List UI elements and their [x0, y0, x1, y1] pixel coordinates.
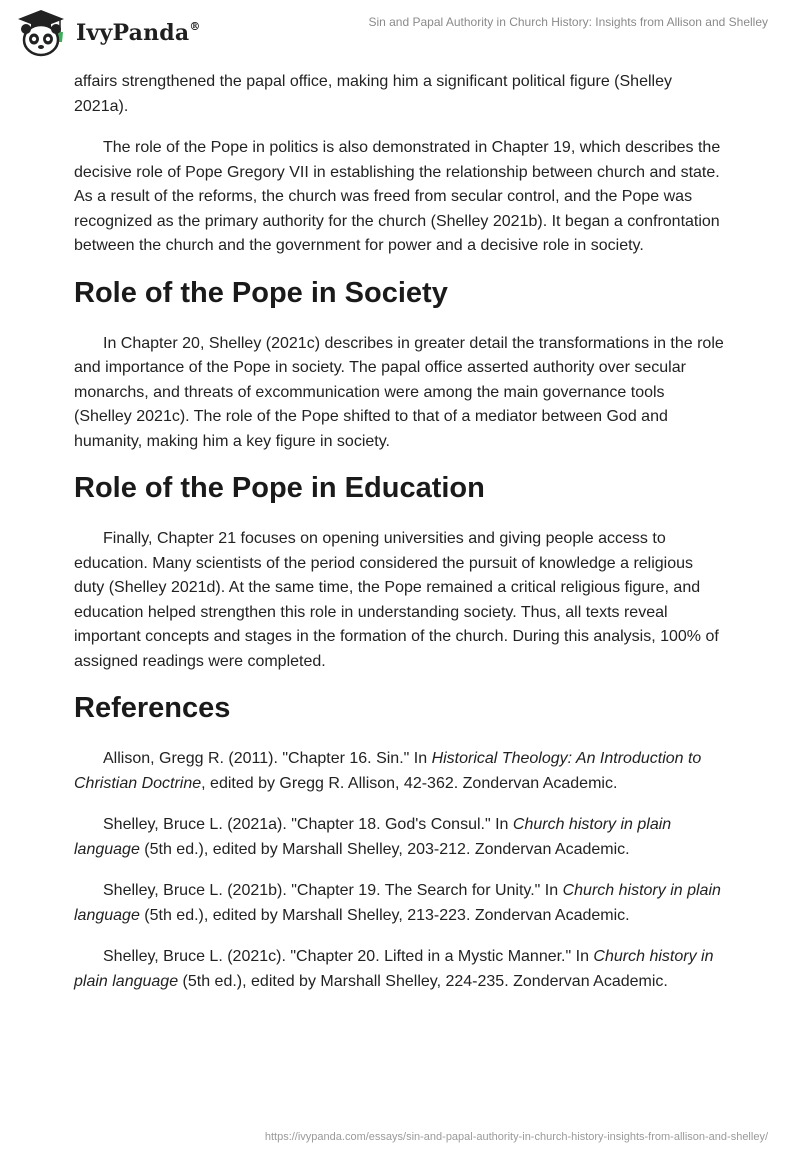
panda-graduate-icon[interactable]: [14, 8, 68, 58]
heading-references: References: [74, 692, 231, 724]
reference-item: Shelley, Bruce L. (2021b). "Chapter 19. The Search for Unity." In Church history in plain language (5th ed.), edited by Marshall Shelley, 213-223. Zondervan Academic.: [74, 882, 721, 924]
reference-item: Shelley, Bruce L. (2021a). "Chapter 18. God's Consul." In Church history in plain language (5th ed.), edited by Marshall Shelley, 203-212. Zondervan Academic.: [74, 816, 672, 858]
reference-item: Shelley, Bruce L. (2021c). "Chapter 20. Lifted in a Mystic Manner." In Church history in plain language (5th ed.), edited by Marshall Shelley, 224-235. Zondervan Academic.: [74, 948, 714, 990]
paragraph-politics: The role of the Pope in politics is also demonstrated in Chapter 19, which describes the decisive role of Pope Gregory VII in establishing the relationship between church and state. As a result of the reforms, the church was freed from secular control, and the Pope was recognized as the primary authority for the church (Shelley 2021b). It began a confrontation between the church and the government for power and a decisive role in society.: [74, 139, 721, 254]
reference-item: Allison, Gregg R. (2011). "Chapter 16. Sin." In Historical Theology: An Introduction to Christian Doctrine, edited by Gregg R. Allison, 42-362. Zondervan Academic.: [74, 750, 702, 792]
paragraph-society: In Chapter 20, Shelley (2021c) describes in greater detail the transformations in the role and importance of the Pope in society. The papal office asserted authority over secular monarchs, and threats of excommunication were among the main governance tools (Shelley 2021c). The role of the Pope shifted to that of a mediator between God and humanity, making him a key figure in society.: [74, 334, 724, 450]
paragraph-education: Finally, Chapter 21 focuses on opening universities and giving people access to education. Many scientists of the period considered the pursuit of knowledge a religious duty (Shelley 2021d). At the same time, the Pope remained a critical religious figure, and education helped strengthen this role in understanding society. Thus, all texts reveal important concepts and stages in the formation of the church. During this analysis, 100% of assigned readings were completed.: [74, 530, 719, 670]
document-title: Sin and Papal Authority in Church History: Insights from Allison and Shelley: [368, 15, 768, 29]
footer-url-link[interactable]: https://ivypanda.com/essays/sin-and-papal-authority-in-church-history-insights-from-allison-and-shelley/: [264, 1131, 768, 1143]
page-header: [0, 0, 800, 64]
heading-education: Role of the Pope in Education: [74, 472, 485, 504]
article-body: [74, 70, 726, 1011]
heading-society: Role of the Pope in Society: [74, 276, 448, 309]
paragraph-intro: affairs strengthened the papal office, making him a significant political figure (Shelley 2021a).: [74, 73, 672, 115]
brand-name[interactable]: IvyPanda®: [76, 19, 201, 46]
